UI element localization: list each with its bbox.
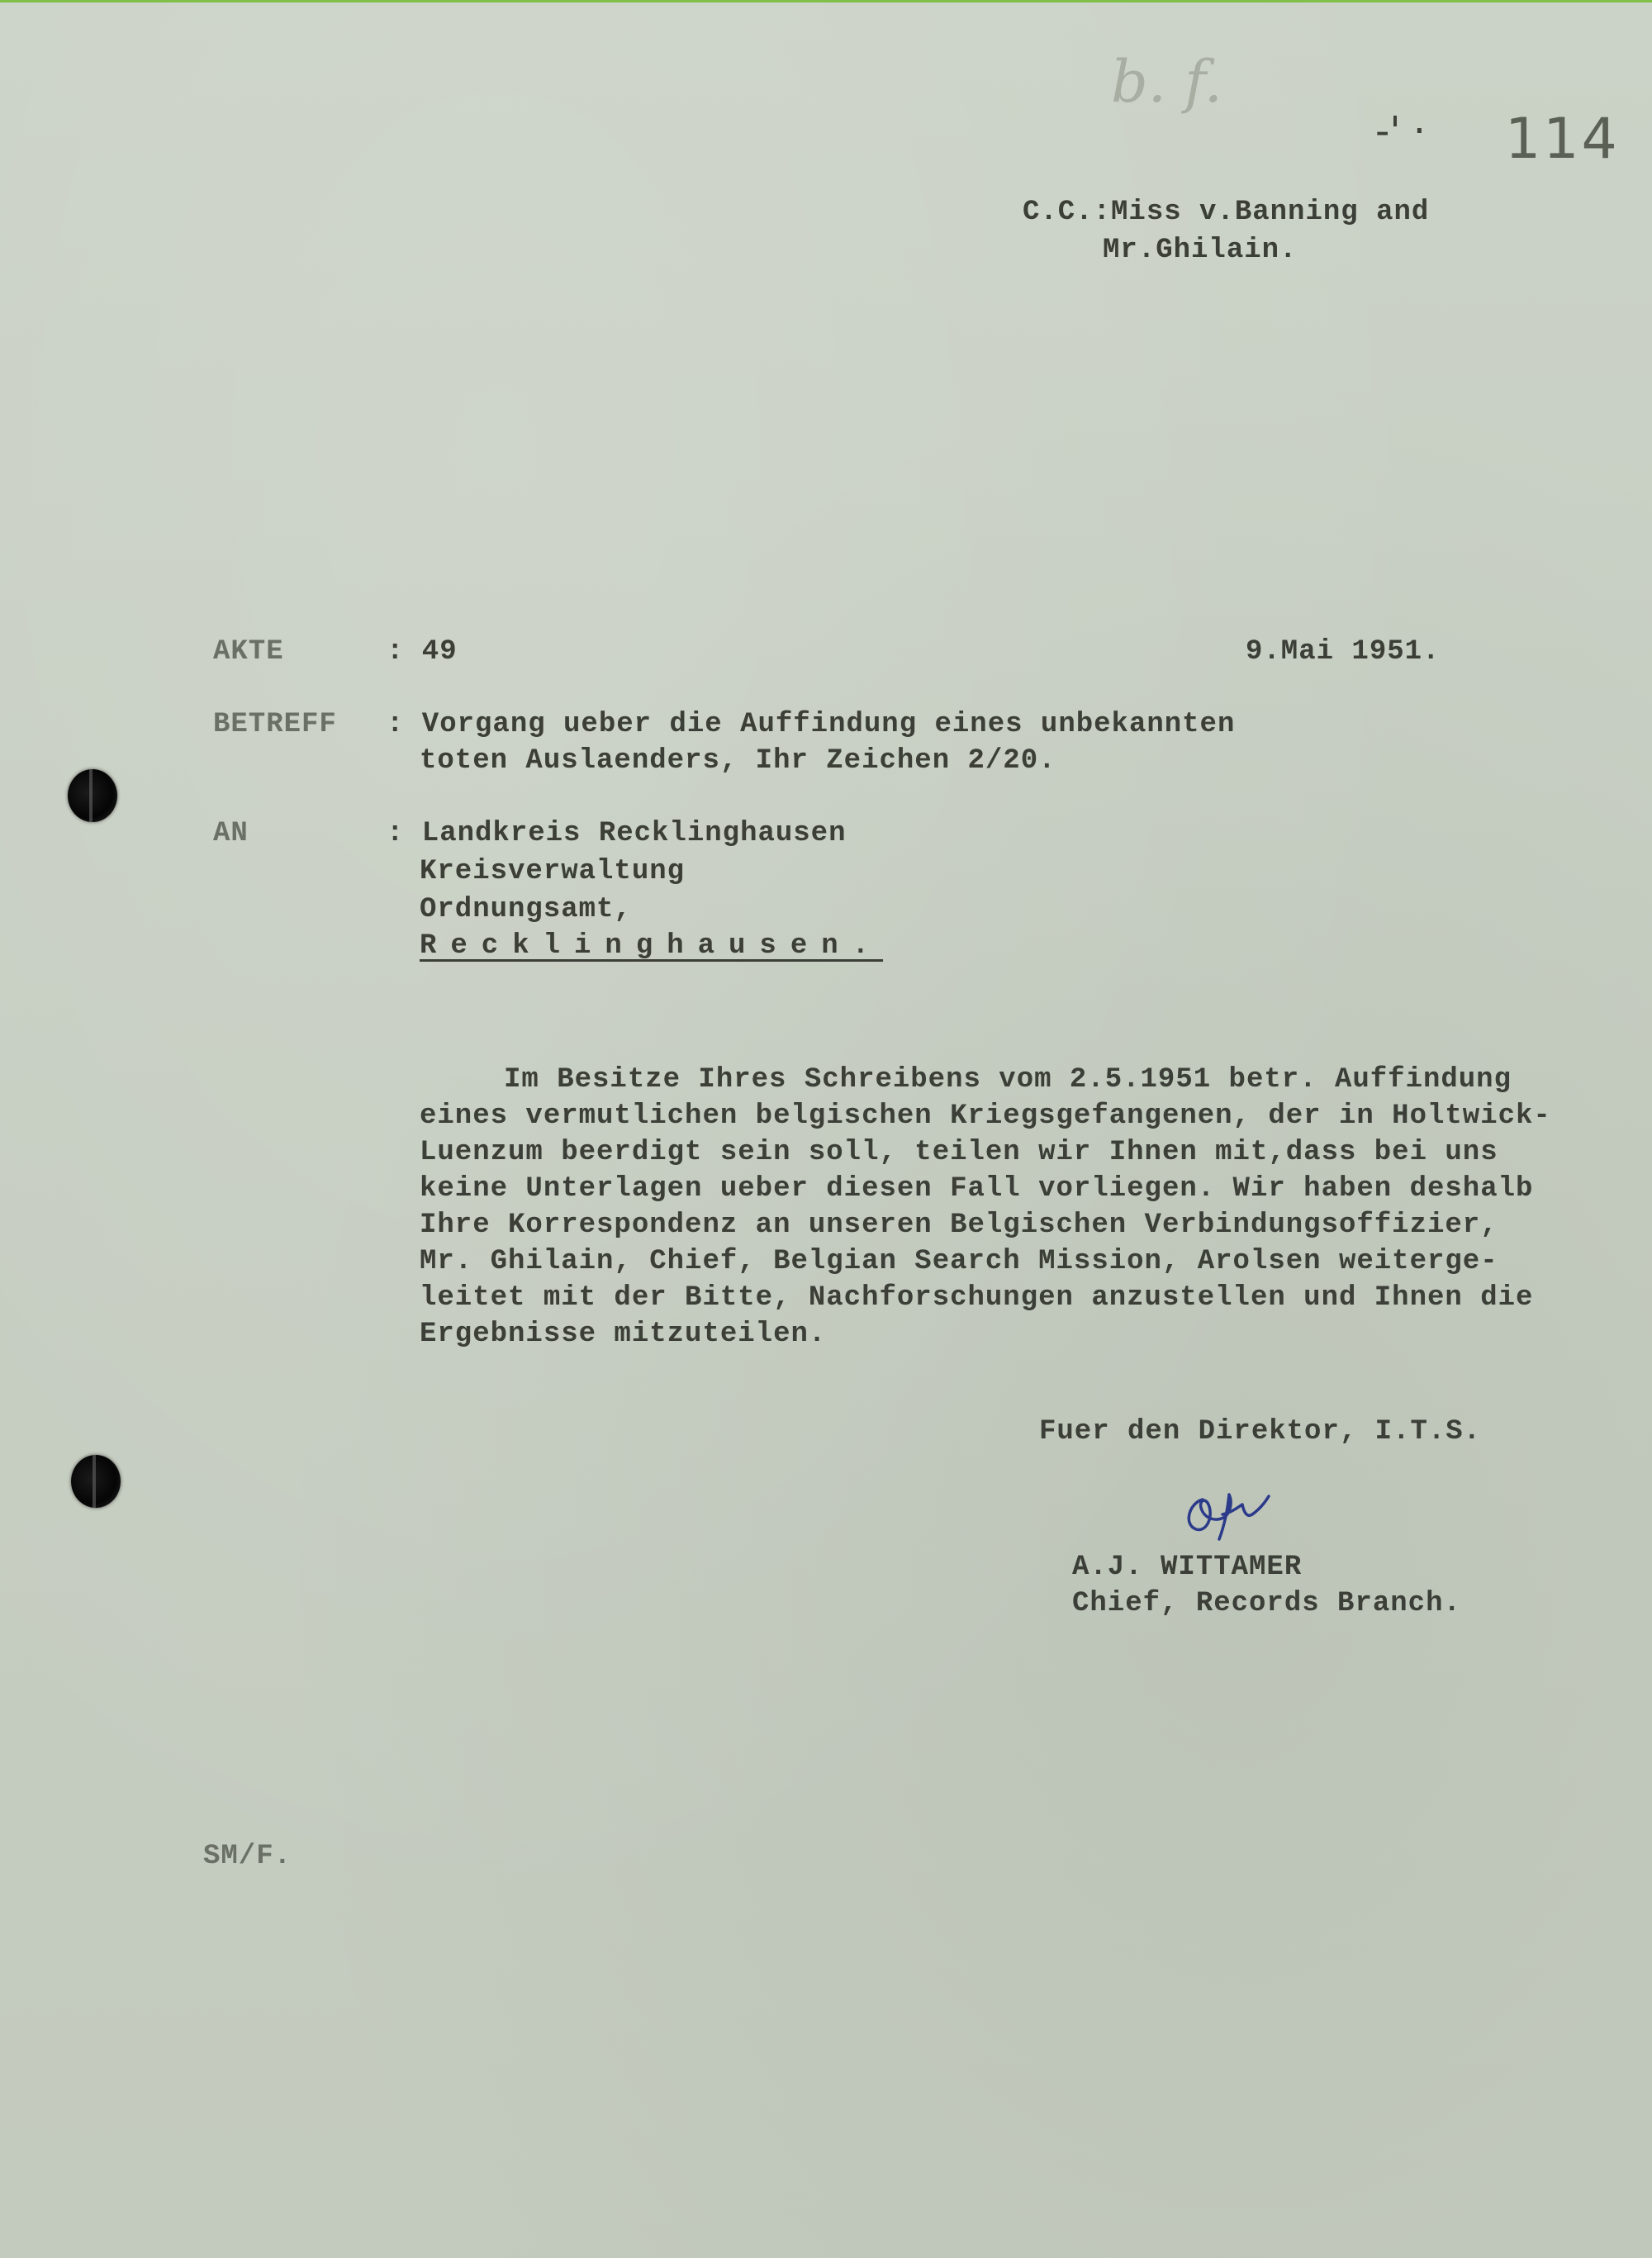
- an-line-4: Recklinghausen.: [420, 930, 884, 962]
- akte-label: AKTE: [213, 636, 284, 668]
- signature: [1171, 1475, 1279, 1549]
- body-line-5: Ihre Korrespondenz an unseren Belgischen Verbindungsoffizier,: [420, 1210, 1498, 1241]
- body-line-7: leitet mit der Bitte, Nachforschungen anzustellen und Ihnen die: [420, 1282, 1534, 1314]
- closing-for-line: Fuer den Direktor, I.T.S.: [1039, 1416, 1482, 1447]
- punch-hole-top: [68, 769, 117, 822]
- betreff-line-1: : Vorgang ueber die Auffindung eines unbekannten: [387, 709, 1236, 740]
- punch-hole-bottom: [71, 1455, 121, 1508]
- letter-date: 9.Mai 1951.: [1246, 636, 1441, 668]
- an-line-3: Ordnungsamt,: [420, 894, 632, 925]
- an-line-1: : Landkreis Recklinghausen: [387, 818, 847, 849]
- akte-value: : 49: [387, 636, 458, 668]
- page-number: 114: [1505, 107, 1620, 172]
- signatory-title: Chief, Records Branch.: [1072, 1588, 1461, 1619]
- body-line-6: Mr. Ghilain, Chief, Belgian Search Mission, Arolsen weiterge-: [420, 1246, 1498, 1277]
- signatory-name: A.J. WITTAMER: [1072, 1552, 1303, 1583]
- body-line-4: keine Unterlagen ueber diesen Fall vorliegen. Wir haben deshalb: [420, 1173, 1534, 1205]
- cc-line-1: C.C.:Miss v.Banning and: [1023, 197, 1430, 228]
- cc-line-2: Mr.Ghilain.: [1103, 235, 1298, 266]
- an-line-2: Kreisverwaltung: [420, 856, 686, 887]
- body-line-1: Im Besitze Ihres Schreibens vom 2.5.1951 betr. Auffindung: [504, 1064, 1512, 1096]
- betreff-label: BETREFF: [213, 709, 337, 740]
- body-line-3: Luenzum beerdigt sein soll, teilen wir Ihnen mit,dass bei uns: [420, 1137, 1498, 1168]
- betreff-line-2: toten Auslaenders, Ihr Zeichen 2/20.: [420, 745, 1056, 777]
- body-line-2: eines vermutlichen belgischen Kriegsgefangenen, der in Holtwick-: [420, 1100, 1551, 1132]
- typist-initials: SM/F.: [203, 1841, 292, 1872]
- dash-mark: -' ·: [1375, 108, 1427, 154]
- pencil-annotation: b. f.: [1111, 48, 1222, 116]
- an-label: AN: [213, 818, 249, 849]
- body-line-8: Ergebnisse mitzuteilen.: [420, 1319, 827, 1350]
